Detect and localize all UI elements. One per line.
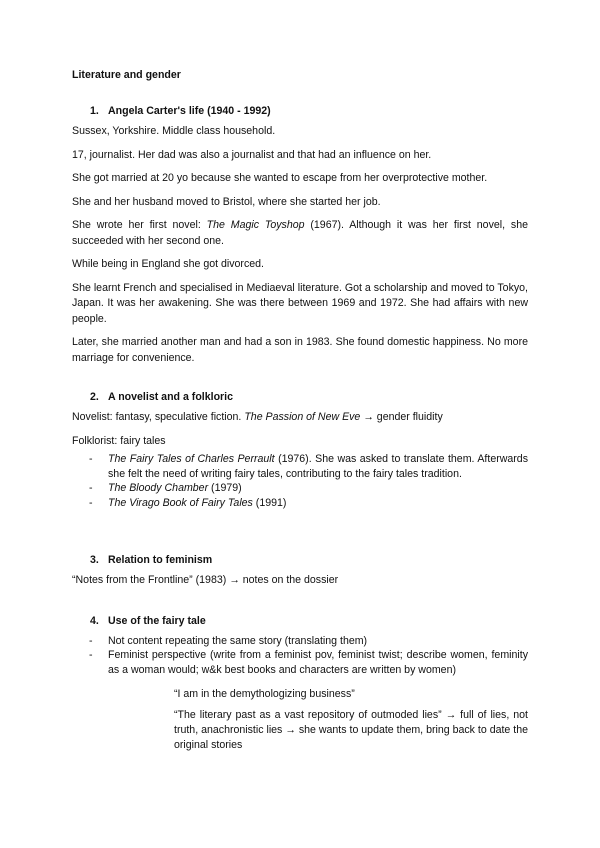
section-number: 3. — [90, 554, 99, 566]
text-run: She wrote her first novel: — [72, 219, 207, 231]
list-item: - Not content repeating the same story (translating them) — [72, 634, 528, 649]
book-title: The Fairy Tales of Charles Perrault — [108, 453, 275, 465]
section-title: Angela Carter's life (1940 - 1992) — [108, 105, 271, 117]
section-number: 1. — [90, 105, 99, 117]
book-title: The Virago Book of Fairy Tales — [108, 496, 253, 509]
list-item — [72, 452, 528, 481]
list-item: - Feminist perspective (write from a feminist pov, feminist twist; describe women, feminity as a woman would; w&k best books and characters are written by women) — [72, 648, 528, 677]
text-run: (1967). Although it was her first novel, she succeeded with her second one. — [72, 219, 528, 247]
book-title: The Magic Toyshop — [206, 219, 305, 231]
section-title: Use of the fairy tale — [108, 614, 206, 627]
section-title: Relation to feminism — [108, 554, 213, 566]
quote: “The literary past as a vast repository of outmoded lies” → full of lies, not truth, anachronistic lies → she wants to update them, bring back to date the original stories — [174, 709, 528, 751]
text-run: (1976). She was asked to translate them. Afterwards she felt the need of writing fairy tales, contributing to the fairy tales tradition. — [108, 453, 528, 480]
section-heading — [72, 390, 528, 404]
list-item — [72, 496, 528, 511]
book-title: The Passion of New Eve — [244, 411, 361, 423]
section-title: A novelist and a folkloric — [108, 391, 233, 403]
paragraph: She and her husband moved to Bristol, where she started her job. — [72, 195, 381, 208]
paragraph — [72, 218, 528, 249]
paragraph: Later, she married another man and had a son in 1983. She found domestic happiness. No more marriage for convenience. — [72, 336, 528, 364]
dash-list — [72, 452, 528, 510]
text-run: Novelist: fantasy, speculative fiction. — [72, 411, 245, 423]
document-title: Literature and gender — [72, 69, 181, 81]
paragraph — [72, 410, 528, 426]
paragraph: Sussex, Yorkshire. Middle class household. — [72, 125, 276, 137]
paragraph: 17, journalist. Her dad was also a journalist and that had an influence on her. — [72, 148, 432, 161]
paragraph: While being in England she got divorced. — [72, 258, 264, 270]
paragraph: “Notes from the Frontline” (1983) → notes on the dossier — [72, 574, 339, 586]
list-item — [72, 481, 528, 496]
dash-list — [72, 634, 528, 678]
quote: “I am in the demythologizing business” — [174, 688, 355, 700]
paragraph: She learnt French and specialised in Mediaeval literature. Got a scholarship and moved to Tokyo, Japan. It was her awakening. She was there between 1969 and 1972. She had affairs with new people. — [72, 281, 528, 325]
text-run: (1991) — [252, 496, 287, 509]
text-run: → gender fluidity — [360, 411, 443, 423]
paragraph: Folklorist: fairy tales — [72, 434, 166, 447]
book-title: The Bloody Chamber — [108, 482, 209, 494]
document-body — [72, 68, 528, 753]
section-number: 4. — [90, 614, 99, 627]
text-run: (1979) — [208, 482, 242, 494]
section-heading — [72, 553, 528, 567]
paragraph: She got married at 20 yo because she wanted to escape from her overprotective mother. — [72, 172, 488, 184]
section-heading — [72, 104, 528, 118]
section-heading — [72, 614, 528, 628]
section-number: 2. — [90, 391, 99, 403]
